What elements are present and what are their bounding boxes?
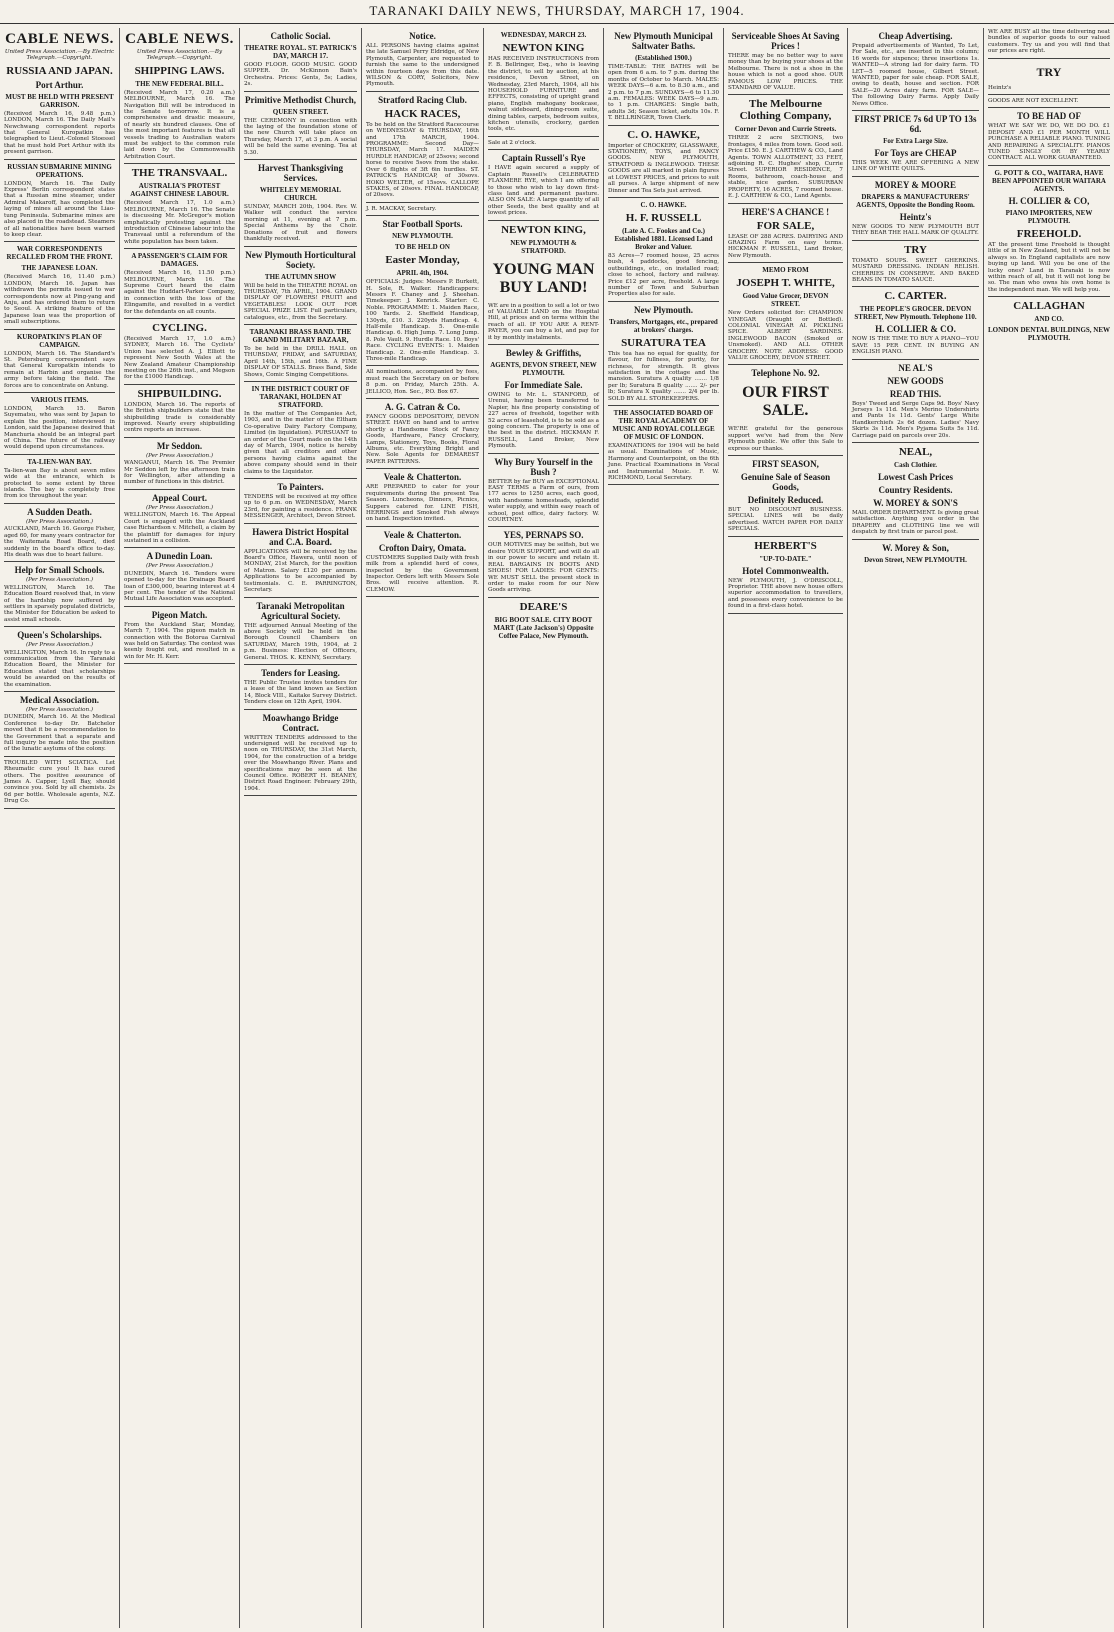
- headline: C. O. HAWKE,: [627, 128, 700, 141]
- column-rule: [4, 691, 115, 692]
- article-text: THIS WEEK WE ARE OFFERING A NEW LINE OF WHITE QUILTS.: [852, 160, 979, 173]
- column-rule: [852, 110, 979, 111]
- column-1: [0, 28, 120, 1628]
- article-text: WELLINGTON, March 16. In reply to a communication from the Taranaki Education Board, the Minister for Education stated that scholarships would be awarded on the results of the examination.: [4, 649, 115, 688]
- article-text: Heintz's: [988, 84, 1012, 91]
- subheadline: For Toys are CHEAP: [874, 148, 957, 159]
- article-text: TIME-TABLE: THE BATHS will be open from 6 a.m. to 7 p.m. during the months of October to March. MALES: WEEK DAYS—6 a.m. to 8.30 a.m., and 2 p.m. to 7 p.m. SUNDAYS—6 to 11.30 a.m. FEMALES: WEEK DAYS—9 a.m. to 1 p.m. CHARGES: Single bath, adults 3d; Season ticket, adults 10s. F. T. BELLRINGER, Town Clerk.: [608, 64, 719, 122]
- column-rule: [488, 453, 599, 454]
- column-rule: [244, 478, 357, 479]
- article-text: LONDON, March 16. The Daily Express' Berlin correspondent states that a Russian mine steamer, under Admiral Makaroff, has completed the laying of mines all around the Liao-tung Peninsula. Submarine mines are also placed in the roadstead. Steamers of all nationalities have been warned to keep clear.: [4, 180, 115, 238]
- article-text: ARE PREPARED to cater for your requirements during the present Tea Season. Luncheons, Dinners, Picnics, Suppers catered for. LINE FISH, HERRINGS and Smoked Fish always on hand. Inspection invited.: [366, 484, 479, 523]
- column-rule: [366, 468, 479, 469]
- column-rule: [852, 286, 979, 287]
- column-rule: [124, 489, 235, 490]
- display-advert-heading: OUR FIRST SALE.: [742, 384, 829, 420]
- display-advert-heading: TRY: [1036, 64, 1062, 79]
- subheadline: Stratford Racing Club.: [378, 94, 467, 105]
- article-text: From the Auckland Star, Monday, March 7, 1904. The pigeon match in connection with the Botorua Carnival was held on Saturday. The contest was keenly fought out, and resulted in a win for Mr. H. Kerr.: [124, 621, 235, 660]
- article-text: New Orders solicited for: CHAMPION VINEGAR (Draught or Bottled). COLONIAL VINEGAR AI. PICKLING SPICE. ALBERT SARDINES. INGLEWOOD BACON (Smoked or Unsmoked). AND ALL OTHER GROCERY. NOTE ADDRESS: GOOD VALUE GROCERY, DEVON STREET.: [728, 310, 843, 361]
- minor-heading: APRIL 4th, 1904.: [396, 269, 449, 278]
- article-text: HAS RECEIVED INSTRUCTIONS from F. B. Bellringer, Esq., who is leaving the district, to sell by auction, at his residence, Devon Street, on Wednesday, 23rd March, 1904, all his HOUSEHOLD FURNITURE and EFFECTS, consisting of upright grand piano, English mahogany bookcase, walnut sideboard, dining-room suite, dining tables, carpets, bedroom suites, kitchen utensils, crockery, garden tools, etc.: [488, 56, 599, 133]
- article-text: BUT NO DISCOUNT BUSINESS. SPECIAL LINES will be daily advertised. WATCH PAPER FOR DAILY SPECIALS.: [728, 507, 843, 533]
- minor-heading: WHITELEY MEMORIAL CHURCH.: [259, 186, 342, 203]
- column-rule: [852, 442, 979, 443]
- subheadline: Pigeon Match.: [151, 609, 208, 620]
- article-text: GOOD FLOOR. GOOD MUSIC. GOOD SUPPER. Dr. McKinnon Bain's Orchestra. Prices: Gents, 5s; Ladies, 2s.: [244, 62, 357, 88]
- minor-heading: TO BE HELD ON: [395, 243, 450, 252]
- column-rule: [4, 808, 115, 809]
- headline: NEAL,: [898, 445, 933, 458]
- headline: CALLAGHAN: [1013, 300, 1085, 313]
- article-text: LONDON, March 16. The Standard's St. Petersburg correspondent says that General Kuropatkin intends to remain at Harbin and organise the army before taking the field. The forces are to concentrate on Antung.: [4, 350, 115, 389]
- article-text: All nominations, accompanied by fees, must reach the Secretary on or before 8 p.m. on Friday, March 25th. A. JELLICO, Hon. Sec., P.O. Box 67.: [366, 369, 479, 395]
- column-rule: [244, 91, 357, 92]
- subheadline: TO BE HAD OF: [1016, 111, 1082, 122]
- minor-heading: IN THE DISTRICT COURT OF TARANAKI, HOLDEN AT STRATFORD.: [251, 384, 350, 409]
- minor-heading: MEMO FROM: [762, 266, 809, 275]
- headline: THE TRANSVAAL.: [131, 167, 228, 180]
- minor-heading: Corner Devon and Currie Streets.: [734, 125, 837, 134]
- subheadline: Catholic Social.: [270, 31, 331, 41]
- dateline: (Per Press Association.): [25, 577, 94, 584]
- column-rule: [988, 58, 1110, 59]
- column-rule: [728, 203, 843, 204]
- article-text: FANCY GOODS DEPOSITORY, DEVON STREET. HAVE on hand and to arrive shortly a Handsome Stock of Fancy Goods, Hardware, Fancy Crockery, Lamps, Stationery, Toys, Books, Floral Albums, etc. Everything Bright and New. Sole Agents for DEMAREST PAPER PATTERNS.: [366, 414, 479, 465]
- column-rule: [4, 626, 115, 627]
- article-text: DUNEDIN, March 16. Tenders were opened to-day for the Drainage Board loan of £300,000, bearing interest at 4 per cent. The tender of the National Mutual Life Association was accepted.: [124, 570, 235, 603]
- subheadline: Notice.: [409, 31, 436, 41]
- column-rule: [4, 503, 115, 504]
- column-rule: [124, 606, 235, 607]
- article-text: APPLICATIONS will be received by the Board's Office, Hawera, until noon of MONDAY, 21st March, for the position of Matron. Salary £120 per annum. Applications to be accompanied by testimonials. C. E. PARRINGTON, Secretary.: [244, 548, 357, 594]
- column-rule: [366, 202, 479, 203]
- article-text: (Received March 17, 1.0 a.m.) SYDNEY, March 16. The Cyclists' Union has selected A. J. Elliott to represent New South Wales at the New Zealand Amateur Championship meeting on the 26th inst., and Megson for the £1000 Handicap.: [124, 335, 235, 381]
- subheadline: A Dunedin Loan.: [146, 551, 213, 562]
- section-heading: CABLE NEWS.: [5, 31, 114, 47]
- column-rule: [852, 240, 979, 241]
- column-rule: [244, 246, 357, 247]
- article-text: DUNEDIN, March 16. At the Medical Conference to-day Dr. Batchelor moved that it be a recommendation to the Government that a separate and full inquiry be made into the position of the lunatic asylums of the colony.: [4, 714, 115, 753]
- subheadline: Medical Association.: [20, 695, 99, 705]
- column-rule: [988, 107, 1110, 108]
- minor-heading: LONDON DENTAL BUILDINGS, NEW PLYMOUTH.: [988, 326, 1111, 343]
- dateline: United Press Association.—By Electric Telegraph.—Copyright.: [4, 49, 115, 62]
- subheadline: YES, PERNAPS SO.: [503, 530, 584, 541]
- headline: TRY: [904, 243, 927, 256]
- article-text: OWING to Mr. L. STANFORD, of Urenui, having been transferred to Napier, his fine property consisting of 227 acres of freehold, together with 52 acres of leasehold, is to be sold as a going concern. The property is one of the best in the district. HICKMAN F. RUSSELL, Land Broker, New Plymouth.: [488, 391, 599, 450]
- minor-heading: "UP-TO-DATE.": [759, 554, 812, 563]
- headline: SHIPBUILDING.: [137, 387, 222, 400]
- subheadline: Primitive Methodist Church,: [244, 94, 357, 105]
- column-6: [604, 28, 724, 1628]
- column-rule: [124, 318, 235, 319]
- subheadline: Crofton Dairy, Omata.: [378, 542, 467, 553]
- minor-heading: G. POTT & CO., WAITARA, HAVE BEEN APPOINTED OUR WAITARA AGENTS.: [992, 168, 1106, 193]
- dateline: United Press Association.—By Telegraph.—Copyright.: [136, 49, 223, 62]
- article-text: Prepaid advertisements of Wanted, To Let, For Sale, etc., are inserted in this column; 16 words for sixpence; three insertions 1s. WANTED—A strong lad for dairy farm. TO LET—5 roomed house, Gilbert Street. WANTED, paper for sale cheap. FOR SALE, owing to death, house and section. FOR SALE—20 Acres dairy farm. FOR SALE—The following Dairy Farms. Apply Daily News Office.: [852, 43, 979, 107]
- minor-heading: TA-LIEN-WAN BAY.: [27, 457, 92, 466]
- article-text: (Received March 16, 11.50 p.m.) MELBOURNE, March 16. The Supreme Court heard the claim against the Huddart-Parker Company, in connection with the loss of the Elingamite, and resulted in a verdict for the defendants on all counts.: [124, 270, 235, 315]
- minor-heading: THE AUTUMN SHOW: [264, 272, 337, 281]
- article-text: SUNDAY, MARCH 20th, 1904. Rev. W. Walker will conduct the service morning at 11, evening at 7 p.m. Special Anthems by the Choir. Donations of fruit and flowers thankfully received.: [244, 204, 357, 243]
- article-text: Boys' Tweed and Serge Caps 9d. Boys' Navy Jerseys 1s 11d. Men's Merino Undershirts and Pants 1s 11d. Gents' Large White Handkerchiefs 2s 6d dozen. Ladies' Navy Skirts 3s 11d. Men's Pyjama Suits 5s 11d. Carriage paid on parcels over 20s.: [852, 400, 979, 439]
- article-text: Sale at 2 o'clock.: [488, 139, 537, 146]
- column-rule: [366, 596, 479, 597]
- article-text: J. R. MACKAY, Secretary.: [366, 205, 437, 212]
- column-rule: [4, 159, 115, 160]
- headline: C. CARTER.: [884, 290, 947, 303]
- headline: FREEHOLD.: [1016, 227, 1082, 240]
- article-text: TOMATO SOUPS. SWEET GHERKINS. MUSTARD DRESSING. INDIAN RELISH. CHERRIES IN CONSERVE. AND BAKED BEANS IN TOMATO SAUCE.: [852, 257, 979, 283]
- article-text: WE are in a position to sell a lot or two of VALUABLE LAND on the Hospital Hill, at prices and on terms within the reach of all. IF YOU ARE A RENT-PAYER, you can buy a lot, and pay for it by monthly instalments.: [488, 302, 599, 341]
- subheadline: Veale & Chatterton.: [383, 529, 462, 540]
- headline: JOSEPH T. WHITE,: [736, 277, 835, 290]
- article-text: To be held in the DRILL HALL on THURSDAY, FRIDAY, and SATURDAY, April 14th, 15th, and 16th. A FINE DISPLAY OF STALLS. Brass Band, Side Shows, Comic Singing Competitions.: [244, 345, 357, 378]
- article-text: THERE may be no better way to save money than by buying your shoes at the Melbourne. There is not a shoe in the house which is not a good shoe. OUR FAMOUS LOW PRICES. THE STANDARD OF VALUE.: [728, 53, 843, 92]
- subheadline: Queen's Scholarships.: [17, 630, 102, 641]
- column-rule: [728, 536, 843, 537]
- display-advert-heading: YOUNG MAN BUY LAND!: [492, 260, 595, 296]
- subheadline: Appeal Court.: [151, 492, 207, 503]
- article-text: Ta-lien-wan Bay is about seven miles wide at the entrance, which is protected to some extent by three islands. The bay is completely free from ice throughout the year.: [4, 467, 115, 500]
- subheadline: Genuine Sale of Season Goods,: [740, 472, 831, 492]
- article-text: (Received March 16, 11.40 p.m.) LONDON, March 16. Japan has withdrawn the permits issued to war correspondents now at Ping-yang and Anju, and has ordered them to return to Seoul. A striking feature of the Japanese loan was the proportion of small subscriptions.: [4, 274, 115, 326]
- article-text: 83 Acres—7 roomed house, 25 acres bush, 4 paddocks, good fencing, outbuildings, etc., on installed road; close to school, factory and railway. Price £12 per acre, freehold. A large number of Town and Suburban Properties also for sale.: [608, 252, 719, 298]
- column-rule: [852, 359, 979, 360]
- article-text: THE adjourned Annual Meeting of the above Society will be held in the Borough Council Chambers on SATURDAY, March 19th, 1904, at 2 p.m. Business: Election of Officers, General. THOS. K. KENNY, Secretary.: [244, 622, 357, 661]
- minor-heading: AGENTS, DEVON STREET, NEW PLYMOUTH.: [490, 360, 597, 377]
- minor-heading: RUSSIAN SUBMARINE MINING OPERATIONS.: [7, 162, 112, 179]
- dateline: (Per Press Association.): [25, 642, 94, 649]
- column-rule: [488, 149, 599, 150]
- column-rule: [4, 561, 115, 562]
- article-text: OUR MOTIVES may be selfish, but we desire YOUR SUPPORT, and will do all in our power to secure and retain it. REAL BARGAINS IN BOOTS AND SHOES! FOR LADIES: FOR GENTS: WE MUST SELL the present stock in order to make room for our New Goods arriving.: [488, 542, 599, 594]
- column-rule: [244, 709, 357, 710]
- article-text: AUCKLAND, March 16. George Fisher, aged 60, for many years contractor for the Waitemata Road Board, died suddenly in the board's office to-day. His death was due to heart failure.: [4, 526, 115, 558]
- subheadline: A Sudden Death.: [27, 506, 92, 517]
- dateline: (Per Press Association.): [145, 452, 214, 459]
- subheadline: Cheap Advertising.: [878, 31, 953, 41]
- subheadline: Telephone No. 92.: [751, 368, 820, 379]
- column-rule: [728, 262, 843, 263]
- dateline: (Per Press Association.): [25, 707, 94, 713]
- subheadline: W. MOREY & SON'S: [873, 497, 958, 508]
- column-rule: [4, 392, 115, 393]
- subheadline: New Plymouth.: [634, 304, 693, 315]
- article-text: (Received March 17, 1.0 a.m.) MELBOURNE, March 16. The Senate is discussing Mr. McGregor's motion emphatically protesting against the introduction of Chinese labour into the Transvaal until a referendum of the white population has been taken.: [124, 200, 235, 245]
- article-text: NEW PLYMOUTH, J. O'DRISCOLL, Proprietor. THE above new house offers superior accommodation to travellers, and possesses every convenience to be found in a first-class hotel.: [728, 577, 843, 610]
- column-rule: [244, 159, 357, 160]
- subheadline: Moawhango Bridge Contract.: [262, 712, 339, 733]
- column-rule: [244, 324, 357, 325]
- column-rule: [728, 94, 843, 95]
- column-rule: [366, 215, 479, 216]
- article-text: LEASE OF 288 ACRES. DAIRYING AND GRAZING Farm on easy terms. HICKMAN F. RUSSELL, Land Broker, New Plymouth.: [728, 233, 843, 259]
- column-rule: [608, 301, 719, 302]
- minor-heading: (Established 1900.): [635, 54, 692, 62]
- subheadline: Star Football Sports.: [382, 219, 463, 230]
- headline: HERBERT'S: [754, 539, 817, 552]
- headline: DEARE'S: [519, 600, 568, 613]
- article-text: I HAVE again secured a supply of Captain Russell's CELEBRATED FLAXMERE RYE, which I am offering to those who wish to lay down first-class land and permanent pasture. ALSO ON SALE: A large quantity of all other Seeds, the best quality and at lowest prices.: [488, 165, 599, 217]
- column-8: [848, 28, 984, 1628]
- article-text: To be held on the Stratford Racecourse on WEDNESDAY & THURSDAY, 16th and 17th MARCH, 1904. PROGRAMME: Second Day—THURSDAY, March 17. MAIDEN HURDLE HANDICAP, of 25sovs; second horse to receive 5sovs from the stake. Over 6 flights of 3ft 6in hurdles. ST. PATRICK'S HANDICAP, of 30sovs. HOKO WELTER, of 15sovs. CALLOPE STAKES, of 20sovs. FINAL HANDICAP, of 20sovs.: [366, 121, 480, 199]
- column-4: [362, 28, 484, 1628]
- article-text: WANGANUI, March 16. The Premier Mr Seddon left by the afternoon train for Wellington, after attending a number of functions in this district.: [124, 460, 235, 486]
- column-rule: [124, 437, 235, 438]
- headline: H. F. RUSSELL: [625, 211, 702, 224]
- subheadline: Country Residents.: [878, 484, 953, 495]
- column-2: [120, 28, 240, 1628]
- headline: SURATURA TEA: [621, 336, 706, 349]
- subheadline: READ THIS.: [889, 388, 942, 399]
- minor-heading: For Extra Large Size.: [883, 137, 948, 146]
- article-text: ALL PERSONS having claims against the late Samuel Perry Eldridge, of New Plymouth, Carpenter, are requested to furnish the same to the undersigned within fourteen days from this date. WILSON & CORY, Solicitors, New Plymouth.: [366, 43, 479, 88]
- subheadline: FIRST PRICE 7s 6d UP TO 13s 6d.: [854, 114, 977, 135]
- headline: SHIPPING LAWS.: [134, 64, 225, 77]
- article-text: OFFICIALS: Judges: Messrs P. Burkett, H. Sole, R. Walker. Handicappers: Messrs F. Chaney and J. Sheehan. Timekeeper: J. Kenrick. Starter: C. Noble. PROGRAMME: 1. Maiden Race, 100 Yards. 2. Sheffield Handicap, 130yds, £10. 3. 220yds Handicap. 4. Half-mile Handicap. 5. One-mile Handicap. 6. High Jump. 7. Long Jump. 8. Pole Vault. 9. Hurdle Race. 10. Boys' Race. CYCLING EVENTS: 1. Maiden Handicap. 2. One-mile Handicap. 3. Three-mile Handicap.: [366, 279, 479, 362]
- subheadline: NE AL'S: [898, 362, 933, 373]
- subheadline: New Plymouth Municipal Saltwater Baths.: [614, 31, 713, 51]
- column-rule: [244, 381, 357, 382]
- minor-heading: WEDNESDAY, MARCH 23.: [500, 31, 587, 39]
- minor-heading: Cash Clothier.: [894, 460, 937, 469]
- subheadline: Lowest Cash Prices: [878, 471, 953, 482]
- subheadline: Hawera District Hospital and C.A. Board.: [252, 526, 349, 547]
- article-text: NEW GOODS TO NEW PLYMOUTH BUT THEY BEAR THE HALL MARK OF QUALITY.: [852, 223, 979, 237]
- column-rule: [988, 165, 1110, 166]
- column-rule: [608, 197, 719, 198]
- article-text: CUSTOMERS Supplied Daily with fresh milk from a splendid herd of cows, inspected by the Government Inspector. Orders left with Messrs Sole Bros. will receive attention. R. CLEMOW.: [366, 554, 479, 593]
- article-text: WE ARE BUSY all the time delivering neat bundles of superior goods to our valued customers. Try us and you will find that our prices are right.: [988, 29, 1110, 55]
- minor-heading: C. O. HAWKE.: [640, 200, 687, 209]
- minor-heading: AUSTRALIA'S PROTEST AGAINST CHINESE LABOUR.: [130, 182, 229, 199]
- subheadline: Veale & Chatterton.: [383, 472, 462, 483]
- column-rule: [608, 484, 719, 485]
- section-heading: CABLE NEWS.: [125, 31, 234, 47]
- subheadline: MOREY & MOORE: [874, 179, 957, 190]
- subheadline: Hotel Commonwealth.: [742, 565, 829, 576]
- subheadline: Serviceable Shoes At Saving Prices !: [731, 31, 840, 51]
- column-9: [984, 28, 1114, 1628]
- subheadline: New Plymouth Horticultural Society.: [245, 249, 356, 270]
- minor-heading: KUROPATKIN'S PLAN OF CAMPAIGN.: [16, 332, 103, 349]
- minor-heading: THEATRE ROYAL. ST. PATRICK'S DAY, MARCH 17.: [244, 44, 357, 60]
- column-rule: [244, 795, 357, 796]
- column-rule: [988, 94, 1110, 95]
- subheadline: Tenders for Leasing.: [261, 667, 340, 678]
- subheadline: Captain Russell's Rye: [501, 153, 586, 164]
- column-rule: [366, 365, 479, 366]
- minor-heading: A PASSENGER'S CLAIM FOR DAMAGES.: [131, 252, 228, 269]
- dateline: (Per Press Association.): [145, 504, 214, 511]
- article-text: THREE 2 acre SECTIONS, two frontages, 4 miles from town. Good soil. Price £150. E. J. CARTHEW & CO., Land Agents. TOWN ALLOTMENT, 33 FEET, adjoining R. C. Hughes' shop, Currie Street. SUPERIOR RESIDENCE, 7 Rooms, bathroom, coach-house and stable, nice garden. SUBURBAN PROPERTY, 16 ACRES, 7 roomed house. E. J. CARTHEW & CO., Land Agents.: [728, 135, 843, 200]
- article-text: TROUBLED WITH SCIATICA. Let Rheumatic cure you! It has cured others. The positive assurance of James A. Capper, Lyell Bay, should convince you. Sold by all chemists. 2s 6d per bottle. Wholesale agents, N.Z. Drug Co.: [4, 759, 115, 805]
- column-rule: [728, 364, 843, 365]
- headline: Easter Monday,: [385, 254, 460, 267]
- column-rule: [728, 613, 843, 614]
- minor-heading: THE ASSOCIATED BOARD OF THE ROYAL ACADEMY OF MUSIC AND ROYAL COLLEGE OF MUSIC OF LONDON.: [612, 409, 715, 441]
- article-text: BETTER by far BUY an EXCEPTIONAL EASY TERMS a Farm of ours, from 177 acres to 1250 acres, each good, with handsome homesteads, splendid water supply, and within easy reach of school, post office, dairy factory. W. COURTNEY.: [488, 478, 599, 524]
- minor-heading: (Late A. C. Fookes and Co.) Established 1881. Licensed Land Broker and Valuer.: [614, 226, 713, 251]
- subheadline: For Immediate Sale.: [504, 379, 583, 390]
- subheadline: Taranaki Metropolitan Agricultural Society.: [256, 600, 345, 621]
- subheadline: H. COLLIER & CO,: [1008, 195, 1090, 206]
- column-rule: [608, 405, 719, 406]
- subheadline: FIRST SEASON,: [752, 459, 819, 469]
- column-rule: [488, 597, 599, 598]
- minor-heading: MUST BE HELD WITH PRESENT GARRISON.: [5, 92, 114, 109]
- article-text: THE CEREMONY in connection with the laying of the foundation stone of the new Church will take place on Thursday, March 17, at 3 p.m. A social will be held the same evening. Tea at 5.30.: [244, 117, 357, 156]
- subheadline: H. COLLIER & CO.: [875, 324, 956, 335]
- column-rule: [244, 523, 357, 524]
- column-rule: [852, 176, 979, 177]
- column-rule: [4, 241, 115, 242]
- subheadline: Help for Small Schools.: [14, 565, 105, 576]
- headline: RUSSIA AND JAPAN.: [6, 64, 113, 77]
- column-rule: [488, 344, 599, 345]
- article-text: WHAT WE SAY WE DO, WE DO DO. £1 DEPOSIT AND £1 PER MONTH WILL PURCHASE A RELIABLE PIANO. TUNING AND REPAIRING A SPECIALITY. PIANOS TUNED SINGLY OR BY YEARLY CONTRACT. ALL WORK GUARANTEED.: [988, 123, 1110, 162]
- column-rule: [852, 539, 979, 540]
- minor-heading: Transfers, Mortgages, etc., prepared at brokers' charges.: [609, 317, 718, 334]
- minor-heading: BIG BOOT SALE. CITY BOOT MART (Late Jackson's) Opposite Coffee Palace, New Plymouth.: [493, 615, 594, 640]
- article-text: WELLINGTON, March 16. The Appeal Court is engaged with the Auckland case Richardson v. Mitchell, a claim by the plaintiff for damages for injury sustained in a collision.: [124, 512, 235, 544]
- dateline: (Per Press Association.): [25, 518, 94, 525]
- minor-heading: AND CO.: [1034, 315, 1064, 324]
- article-text: Importer of CROCKERY, GLASSWARE, STATIONERY, TOYS, and FANCY GOODS. NEW PLYMOUTH, STRATFORD & INGLEWOOD. THESE GOODS are all marked in plain figures at LOWEST PRICES, and prices to suit all purses. A large shipment of new Dinner and Tea Sets just arrived.: [608, 142, 719, 194]
- minor-heading: WAR CORRESPONDENTS RECALLED FROM THE FRONT.: [6, 245, 113, 262]
- subheadline: NEW GOODS: [887, 375, 944, 386]
- article-text: (Received March 17, 0.20 a.m.) MELBOURNE, March 16. The Navigation Bill will be introduced in the Senate to-morrow. It is a comprehensive and drastic measure, of nearly six hundred clauses. One of the most important features is that all vessels trading to Australian waters must be subject to the common rule laid down by the Commonwealth Arbitration Court.: [124, 89, 235, 160]
- minor-heading: NEW PLYMOUTH.: [392, 232, 453, 241]
- masthead: TARANAKI DAILY NEWS, THURSDAY, MARCH 17, 1904.: [0, 0, 1114, 24]
- subheadline: Mr Seddon.: [156, 440, 203, 451]
- column-rule: [124, 384, 235, 385]
- article-text: GOODS ARE NOT EXCELLENT.: [988, 98, 1079, 105]
- article-text: EXAMINATIONS for 1904 will be held as usual. Examinations of Music, Harmony and Counterpoint, on the 6th June. Practical Examinations in Vocal and Instrumental Music. F. W. RICHMOND, Local Secretary.: [608, 443, 719, 482]
- subheadline: Bewley & Griffiths,: [505, 347, 582, 358]
- article-text: Will be held in the THEATRE ROYAL on THURSDAY, 7th APRIL, 1904. GRAND DISPLAY OF FLOWERS! FRUIT! and VEGETABLES! LOOK OUT FOR SPECIAL PRIZE LIST. Full particulars, catalogues, etc., from the Secretary.: [244, 282, 357, 321]
- column-rule: [4, 454, 115, 455]
- column-rule: [488, 220, 599, 221]
- minor-heading: PIANO IMPORTERS, NEW PLYMOUTH.: [1005, 208, 1093, 225]
- minor-heading: NEW PLYMOUTH & STRATFORD.: [510, 238, 577, 255]
- headline: The Melbourne Clothing Company,: [739, 98, 832, 123]
- column-rule: [4, 756, 115, 757]
- minor-heading: DRAPERS & MANUFACTURERS' AGENTS, Opposite the Bonding Room.: [856, 192, 975, 209]
- subheadline: Port Arthur.: [35, 79, 84, 90]
- column-rule: [124, 248, 235, 249]
- article-text: LONDON, March 15. Baron Suyematsu, who was sent by Japan to explain the position, interviewed in London, said the Japanese desired that Manchuria should be an integral part of China. The future of the railway would depend upon circumstances.: [4, 406, 115, 451]
- column-3: [240, 28, 362, 1628]
- minor-heading: Good Value Grocer, DEVON STREET.: [742, 292, 829, 309]
- headline: CYCLING.: [152, 321, 207, 334]
- headline: NEWTON KING: [502, 42, 585, 54]
- minor-heading: THE JAPANESE LOAN.: [21, 264, 98, 273]
- headline: NEWTON KING,: [501, 223, 586, 236]
- subheadline: HERE'S A CHANCE !: [741, 206, 830, 217]
- subheadline: Harvest Thanksgiving Services.: [257, 163, 344, 184]
- article-text: In the matter of The Companies Act, 1903, and in the matter of the Eltham Co-operative Dairy Factory Company, Limited (in liquidation). PURSUANT to an order of the Court made on the 14th day of March, 1904, notice is hereby given that all creditors and other persons having claims against the above company should send in their claims to the Liquidator.: [244, 410, 357, 475]
- column-rule: [4, 329, 115, 330]
- column-rule: [244, 597, 357, 598]
- column-rule: [124, 163, 235, 164]
- subheadline: To Painters.: [277, 482, 324, 493]
- article-text: LONDON, March 16. The reports of the British shipbuilders state that the shipbuilding trade is considerably improved. Nearly every shipbuilding centre reports an increase.: [124, 401, 235, 434]
- column-rule: [124, 663, 235, 664]
- headline: FOR SALE,: [756, 219, 815, 232]
- subheadline: Definitely Reduced.: [747, 495, 824, 505]
- subheadline: A. G. Catran & Co.: [384, 402, 461, 413]
- column-rule: [608, 125, 719, 126]
- column-rule: [728, 455, 843, 456]
- dateline: (Per Press Association.): [145, 563, 214, 570]
- article-text: WRITTEN TENDERS addressed to the undersigned will be received up to noon on THURSDAY, the 31st March, 1904, for the construction of a bridge over the Moawhango River. Plans and specifications may be seen at the Council Office. ROBERT H. BEANEY, District Road Engineer. February 29th, 1904.: [244, 734, 357, 792]
- article-text: THE Public Trustee invites tenders for a lease of the land known as Section 14, Block VIII., Kaitake Survey District. Tenders close on 12th April, 1904.: [244, 679, 357, 706]
- article-text: This tea has no equal for quality, for flavour, for fullness, for purity, for richness, for strength. It gives satisfaction in the cottage and the mansion. Suratura A quality ....... 1/8 per lb; Suratura B quality ....... 2/- per lb; Suratura X quality ....... 2/4 per lb. SOLD BY ALL STOREKEEPERS.: [608, 350, 719, 402]
- article-text: WELLINGTON, March 16. The Education Board resolved that, in view of the hardship now suffered by settlers in sparsely populated districts, the Minister for Education be asked to assist small schools.: [4, 584, 115, 623]
- column-rule: [988, 296, 1110, 297]
- minor-heading: TARANAKI BRASS BAND. THE GRAND MILITARY BAZAAR,: [249, 327, 352, 344]
- column-rule: [244, 664, 357, 665]
- column-rule: [488, 136, 599, 137]
- column-7: [724, 28, 848, 1628]
- column-5: [484, 28, 604, 1628]
- article-text: AT the present time Freehold is thought little of in New Zealand, but it will not be always so. In England capitalists are now buying up land. Will you be one of the lucky ones? Land in Taranaki is now within reach of all, but it will not long be so. The man who owns his own home is the independent man. We will help you.: [988, 241, 1110, 293]
- column-rule: [366, 91, 479, 92]
- minor-heading: THE NEW FEDERAL BILL.: [135, 79, 224, 88]
- subheadline: Why Bury Yourself in the Bush ?: [494, 456, 593, 477]
- column-rule: [366, 398, 479, 399]
- article-text: MAIL ORDER DEPARTMENT. Is giving great satisfaction. Anything you order in the DRAPERY and CLOTHING line we will despatch by first train or parcel post.: [852, 509, 979, 536]
- column-rule: [488, 526, 599, 527]
- minor-heading: VARIOUS ITEMS.: [30, 396, 89, 404]
- article-text: TENDERS will be received at my office up to 6 p.m. on WEDNESDAY, March 23rd, for painting a residence. FRANK MESSENGER, Architect, Devon Street.: [244, 494, 357, 520]
- article-text: (Received March 16, 9.48 p.m.) LONDON, March 16. The Daily Mail's Newchwang correspondent reports that General Kuropatkin has telegraphed to Lieut.-Colonel Stoessel that he must hold Port Arthur with its present garrison.: [4, 110, 115, 156]
- newspaper-page: [0, 24, 1114, 1632]
- minor-heading: Devon Street, NEW PLYMOUTH.: [864, 555, 967, 564]
- article-text: WE'RE grateful for the generous support we've had from the New Plymouth public. We offer this Sale to express our thanks.: [728, 426, 843, 452]
- subheadline: W. Morey & Son,: [882, 542, 949, 553]
- column-rule: [124, 547, 235, 548]
- minor-heading: THE PEOPLE'S GROCER. DEVON STREET, New Plymouth. Telephone 110.: [854, 305, 977, 322]
- minor-heading: QUEEN STREET.: [272, 107, 329, 116]
- article-text: NOW IS THE TIME TO BUY A PIANO—YOU SAVE 15 PER CENT. IN BUYING AN ENGLISH PIANO.: [852, 336, 979, 356]
- subheadline: Heintz's: [899, 211, 932, 222]
- headline: HACK RACES,: [384, 107, 461, 120]
- column-rule: [366, 526, 479, 527]
